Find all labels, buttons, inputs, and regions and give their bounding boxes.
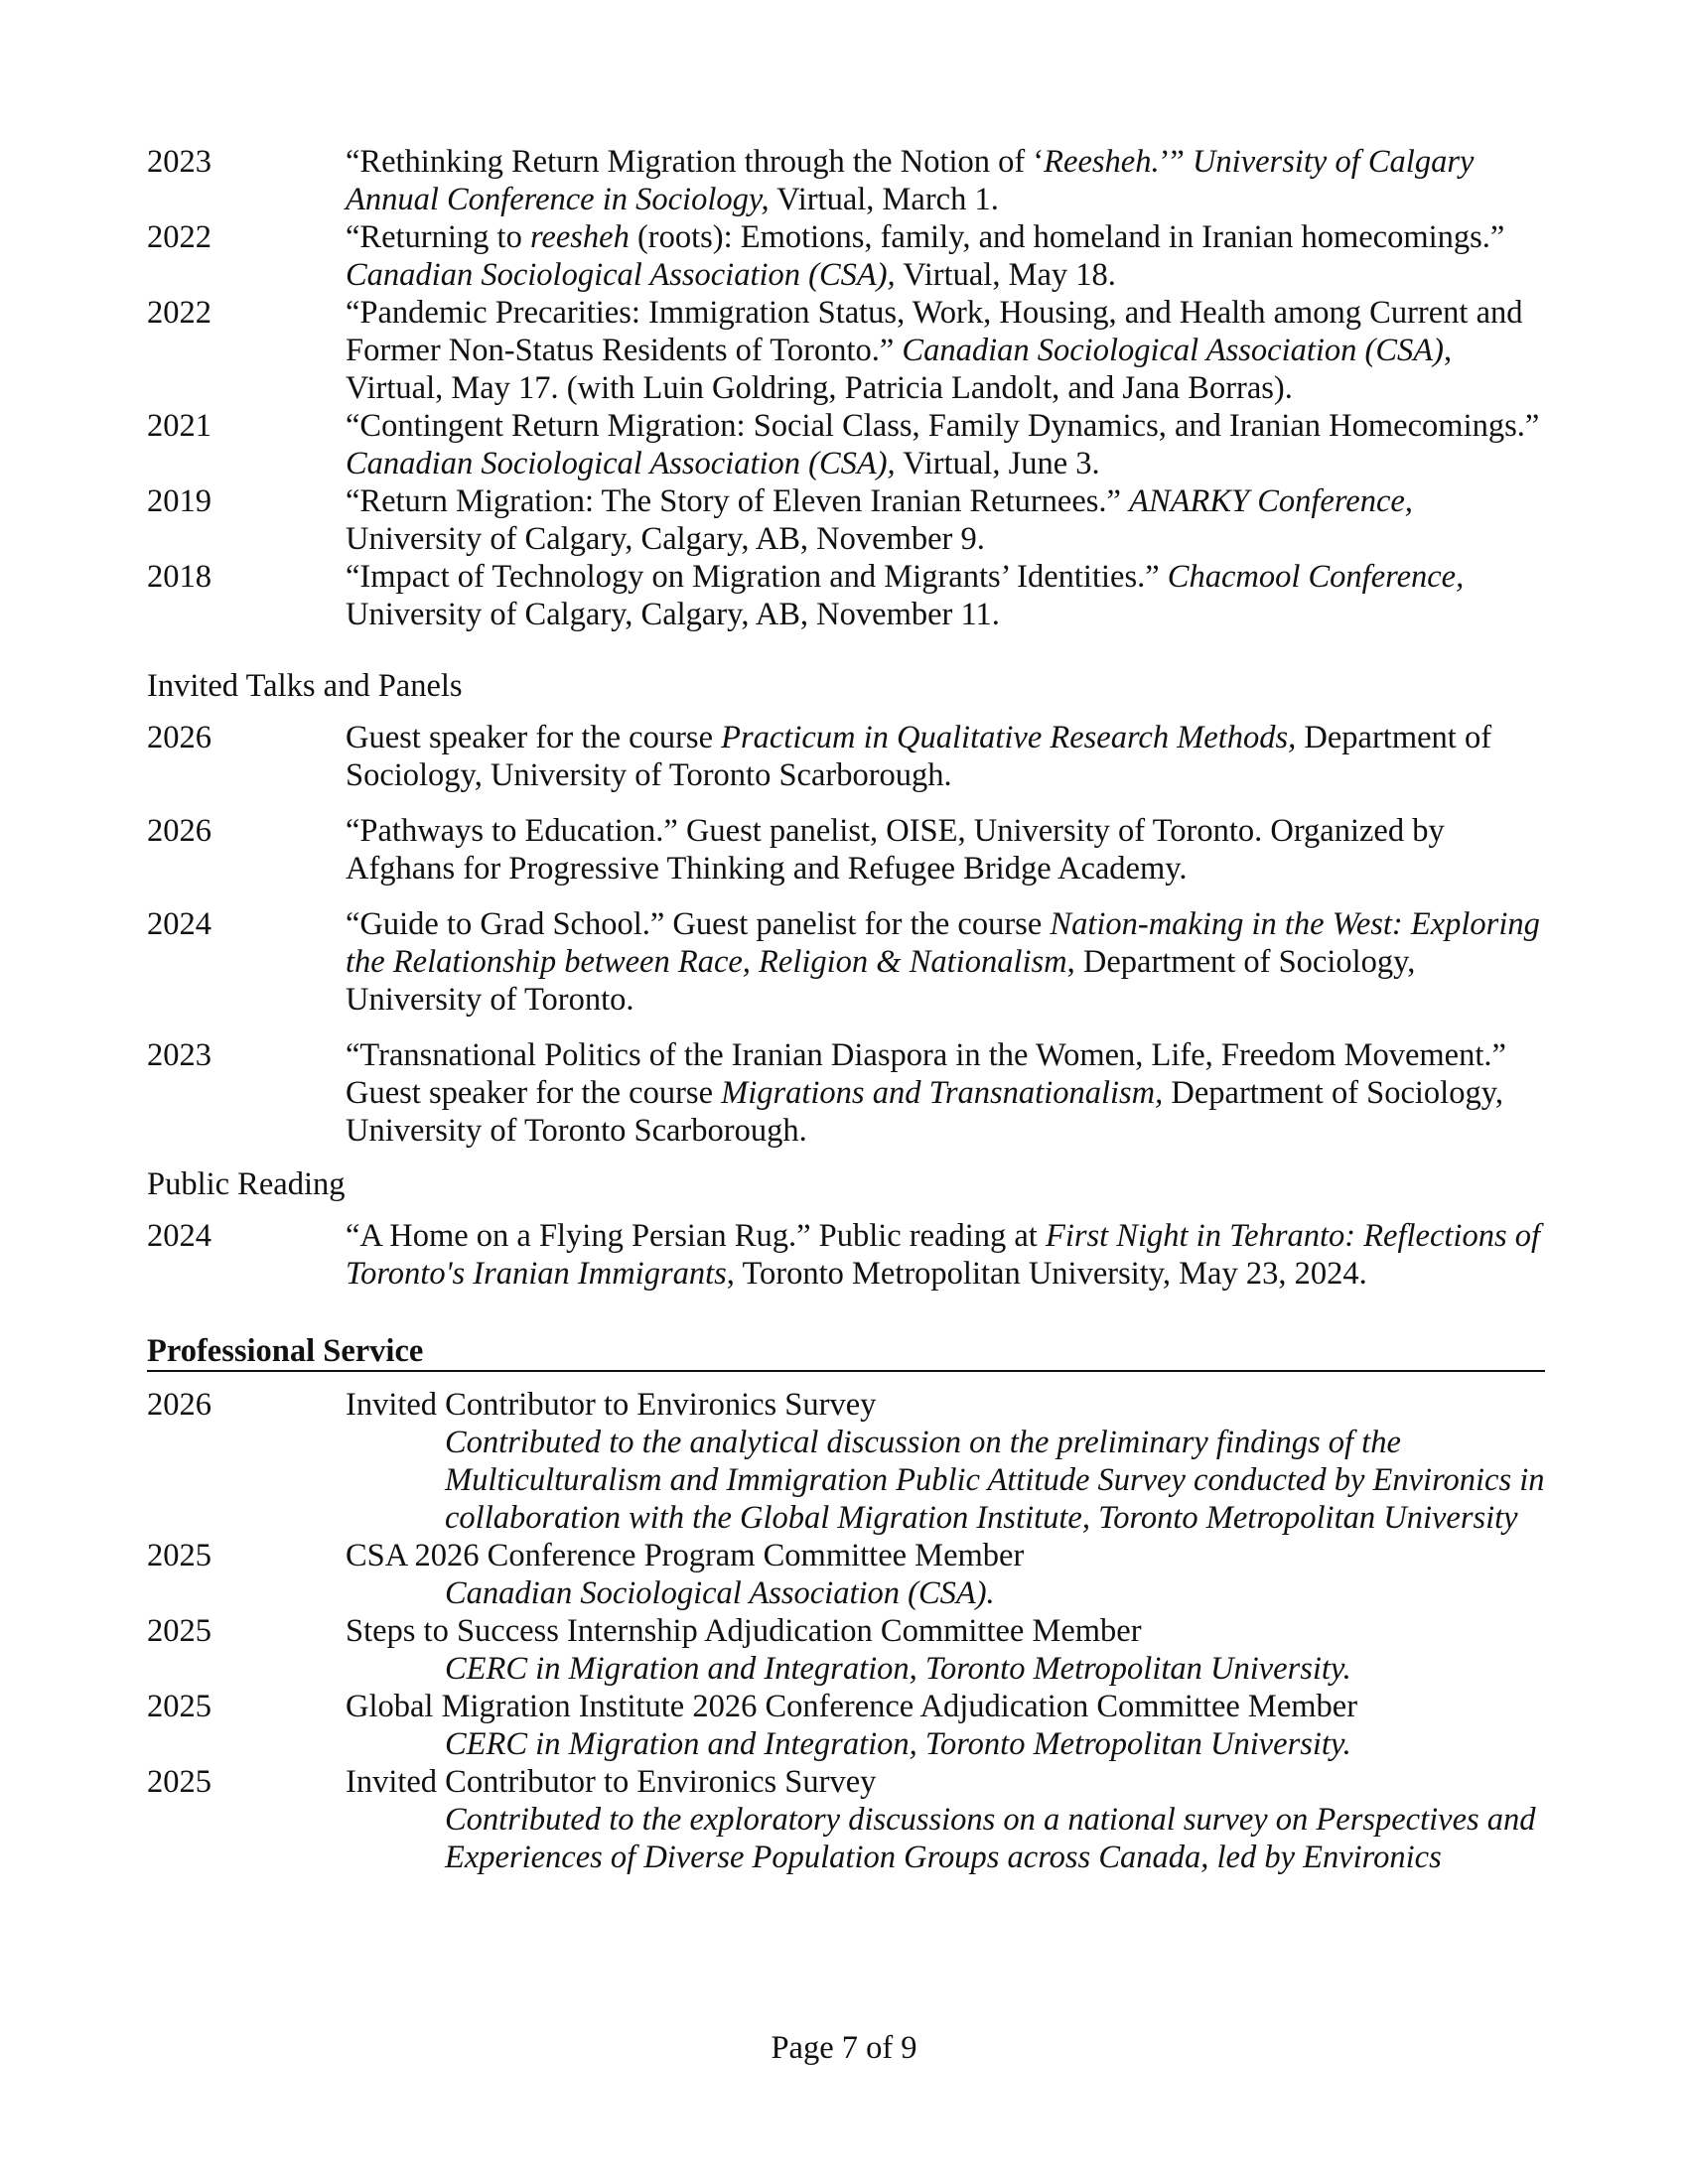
invited-talk-entry: [147, 1036, 1545, 1150]
entry-plain-text: “Return Migration: The Story of Eleven Iranian Returnees.”: [346, 483, 1130, 519]
service-detail: Contributed to the exploratory discussions on a national survey on Perspectives and Experiences of Diverse Population Groups across Canada, led by Environics: [445, 1802, 1536, 1875]
entry-plain-text: Virtual, May 18.: [895, 257, 1116, 293]
conference-entry: [147, 482, 1545, 558]
entry-plain-text: “Pandemic Precarities: Immigration Status, Work, Housing, and Health among Current and Former Non-Status Residents of Toronto.”: [346, 295, 1523, 368]
entry-plain-text: Virtual, March 1.: [769, 182, 999, 217]
entry-year: 2018: [147, 559, 211, 595]
entry-italic-text: Migrations and Transnationalism,: [721, 1075, 1164, 1111]
service-detail: Contributed to the analytical discussion on the preliminary findings of the Multiculturalism and Immigration Public Attitude Survey conducted by Environics in collaboration with the Global Migration Institute, Toronto Metropolitan University: [445, 1425, 1545, 1536]
service-role: Global Migration Institute 2026 Conference Adjudication Committee Member: [346, 1689, 1358, 1724]
public-reading-entry: [147, 1217, 1545, 1293]
entry-plain-text: Department of Sociology, University of Toronto Scarborough.: [346, 720, 1492, 793]
entry-text: [346, 218, 1545, 294]
entry-plain-text: “A Home on a Flying Persian Rug.” Public reading at: [346, 1218, 1046, 1254]
conference-presentations-list: [147, 143, 1545, 633]
public-reading-list: [147, 1217, 1545, 1293]
conference-entry: [147, 294, 1545, 407]
service-entry: [147, 1386, 1545, 1537]
entry-italic-text: reesheh: [529, 219, 630, 255]
service-detail: CERC in Migration and Integration, Toronto Metropolitan University.: [445, 1726, 1351, 1762]
entry-year: 2026: [147, 813, 211, 849]
service-role: Invited Contributor to Environics Survey: [346, 1764, 877, 1800]
service-role: Steps to Success Internship Adjudication Committee Member: [346, 1613, 1142, 1649]
entry-italic-text: Reesheh.: [1044, 144, 1160, 180]
entry-plain-text: University of Calgary, Calgary, AB, November 9.: [346, 521, 985, 557]
service-detail: Canadian Sociological Association (CSA).: [445, 1575, 995, 1611]
page-number: Page 7 of 9: [771, 2030, 917, 2066]
service-detail: CERC in Migration and Integration, Toronto Metropolitan University.: [445, 1651, 1351, 1687]
entry-year: 2021: [147, 408, 211, 444]
entry-plain-text: Virtual, June 3.: [895, 446, 1100, 481]
entry-year: 2023: [147, 1037, 211, 1073]
entry-year: 2025: [147, 1764, 211, 1800]
entry-text: [346, 294, 1545, 407]
invited-talks-list: [147, 719, 1545, 1150]
invited-talk-entry: [147, 905, 1545, 1019]
entry-plain-text: Guest speaker for the course: [346, 720, 722, 755]
professional-service-heading: Professional Service: [147, 1332, 1545, 1372]
entry-plain-text: “Pathways to Education.” Guest panelist, OISE, University of Toronto. Organized by Afghans for Progressive Thinking and Refugee Bridge Academy.: [346, 813, 1445, 887]
service-entry: [147, 1612, 1545, 1688]
service-entry: [147, 1537, 1545, 1612]
professional-service-list: [147, 1386, 1545, 1876]
entry-year: 2022: [147, 219, 211, 255]
service-role: Invited Contributor to Environics Survey: [346, 1387, 877, 1423]
entry-italic-text: ANARKY Conference,: [1129, 483, 1413, 519]
entry-plain-text: “Guide to Grad School.” Guest panelist for the course: [346, 906, 1051, 942]
entry-text: [346, 1537, 1545, 1612]
entry-plain-text: ’”: [1159, 144, 1193, 180]
entry-text: [346, 812, 1545, 887]
entry-year: 2025: [147, 1689, 211, 1724]
entry-plain-text: “Contingent Return Migration: Social Class, Family Dynamics, and Iranian Homecomings.”: [346, 408, 1540, 444]
conference-entry: [147, 143, 1545, 218]
entry-text: [346, 143, 1545, 218]
page-content: [147, 143, 1545, 1876]
public-reading-heading: Public Reading: [147, 1166, 346, 1202]
entry-italic-text: Practicum in Qualitative Research Methods,: [721, 720, 1297, 755]
entry-plain-text: , Department of Sociology, University of Toronto.: [346, 944, 1416, 1018]
service-role: CSA 2026 Conference Program Committee Member: [346, 1538, 1025, 1573]
entry-plain-text: “Rethinking Return Migration through the Notion of ‘: [346, 144, 1045, 180]
entry-year: 2024: [147, 906, 211, 942]
entry-italic-text: University of Calgary Annual Conference in Sociology,: [346, 144, 1475, 217]
entry-year: 2024: [147, 1218, 211, 1254]
entry-year: 2022: [147, 295, 211, 331]
entry-italic-text: First Night in Tehranto: Reflections of Toronto's Iranian Immigrants: [346, 1218, 1541, 1292]
conference-entry: [147, 218, 1545, 294]
entry-plain-text: “Transnational Politics of the Iranian Diaspora in the Women, Life, Freedom Movement.” Guest speaker for the course: [346, 1037, 1506, 1111]
service-entry: [147, 1763, 1545, 1876]
entry-italic-text: Canadian Sociological Association (CSA),: [346, 446, 896, 481]
entry-plain-text: (roots): Emotions, family, and homeland in Iranian homecomings.”: [629, 219, 1505, 255]
entry-text: [346, 558, 1545, 633]
entry-text: [346, 1036, 1545, 1150]
entry-text: [346, 482, 1545, 558]
entry-text: [346, 1763, 1545, 1876]
entry-plain-text: , Virtual, May 17. (with Luin Goldring, Patricia Landolt, and Jana Borras).: [346, 333, 1453, 406]
entry-plain-text: “Returning to: [346, 219, 530, 255]
invited-talks-heading: Invited Talks and Panels: [147, 668, 463, 704]
entry-year: 2026: [147, 720, 211, 755]
entry-year: 2023: [147, 144, 211, 180]
conference-entry: [147, 558, 1545, 633]
entry-year: 2025: [147, 1538, 211, 1573]
entry-text: [346, 1386, 1545, 1537]
entry-text: [346, 719, 1545, 794]
service-entry: [147, 1688, 1545, 1763]
conference-entry: [147, 407, 1545, 482]
entry-italic-text: Chacmool Conference,: [1167, 559, 1465, 595]
entry-text: [346, 1612, 1545, 1688]
entry-text: [346, 407, 1545, 482]
entry-italic-text: Canadian Sociological Association (CSA): [902, 333, 1444, 368]
entry-plain-text: “Impact of Technology on Migration and Migrants’ Identities.”: [346, 559, 1168, 595]
entry-text: [346, 1217, 1545, 1293]
entry-plain-text: Department of Sociology, University of Toronto Scarborough.: [346, 1075, 1503, 1149]
entry-text: [346, 905, 1545, 1019]
entry-plain-text: , Toronto Metropolitan University, May 23, 2024.: [726, 1256, 1367, 1292]
entry-year: 2026: [147, 1387, 211, 1423]
entry-plain-text: University of Calgary, Calgary, AB, November 11.: [346, 597, 1000, 632]
entry-italic-text: Canadian Sociological Association (CSA),: [346, 257, 896, 293]
entry-text: [346, 1688, 1545, 1763]
entry-year: 2025: [147, 1613, 211, 1649]
entry-italic-text: Nation-making in the West: Exploring the Relationship between Race, Religion & Nationalism: [346, 906, 1540, 980]
entry-year: 2019: [147, 483, 211, 519]
invited-talk-entry: [147, 719, 1545, 794]
invited-talk-entry: [147, 812, 1545, 887]
